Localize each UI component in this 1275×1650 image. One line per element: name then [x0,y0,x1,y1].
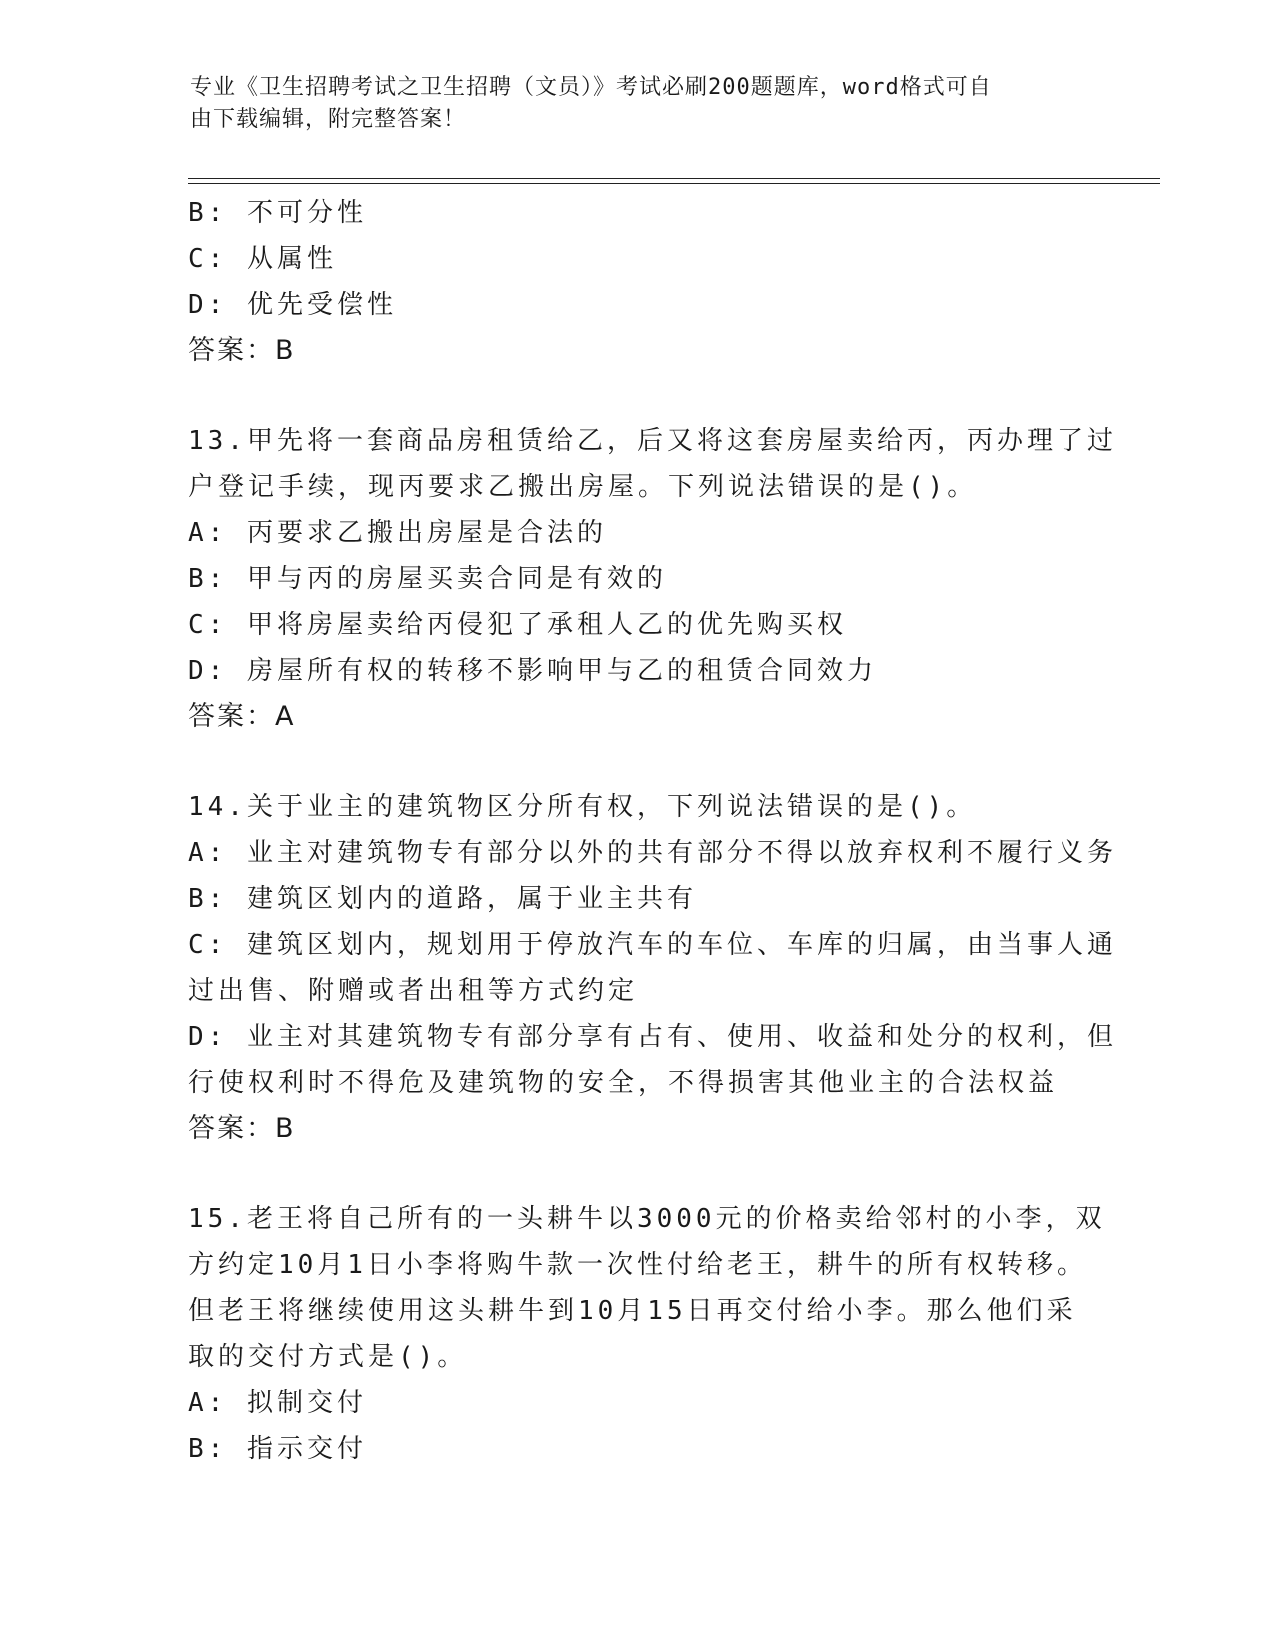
question-13-answer: 答案：A [188,701,296,732]
question-12-option-b: B: 不可分性 [188,198,367,228]
document-header [190,72,1090,136]
question-14-option-c-line-1: C: 建筑区划内，规划用于停放汽车的车位、车库的归属，由当事人通 [188,930,1117,960]
question-14-option-d-line-2: 行使权利时不得危及建筑物的安全，不得损害其他业主的合法权益 [188,1068,1059,1098]
question-14-option-a: A: 业主对建筑物专有部分以外的共有部分不得以放弃权利不履行义务 [188,838,1117,868]
header-divider-bottom [188,183,1160,184]
question-13-option-b: B: 甲与丙的房屋买卖合同是有效的 [188,564,667,594]
header-divider-top [188,178,1160,179]
question-13-option-a: A: 丙要求乙搬出房屋是合法的 [188,518,607,548]
question-14-answer: 答案：B [188,1113,296,1144]
spacer [188,1152,1088,1196]
question-15-stem-line-4: 取的交付方式是()。 [188,1342,468,1372]
question-15-stem-line-1: 15.老王将自己所有的一头耕牛以3000元的价格卖给邻村的小李，双 [188,1204,1106,1234]
question-13-stem-line-2: 户登记手续，现丙要求乙搬出房屋。下列说法错误的是()。 [188,472,978,502]
question-14-option-c-line-2: 过出售、附赠或者出租等方式约定 [188,976,639,1006]
question-13 [188,418,1117,740]
question-13-stem-line-1: 13.甲先将一套商品房租赁给乙，后又将这套房屋卖给丙，丙办理了过 [188,426,1117,456]
question-13-option-d: D: 房屋所有权的转移不影响甲与乙的租赁合同效力 [188,656,877,686]
question-list [188,190,1117,1472]
question-15-option-a: A: 拟制交付 [188,1388,367,1418]
spacer [188,740,1088,784]
question-15 [188,1196,1106,1472]
question-12-option-d: D: 优先受偿性 [188,290,397,320]
question-12-answer: 答案：B [188,335,296,366]
question-15-option-b: B: 指示交付 [188,1434,367,1464]
question-12-option-c: C: 从属性 [188,244,337,274]
question-14-option-b: B: 建筑区划内的道路，属于业主共有 [188,884,697,914]
question-15-stem-line-2: 方约定10月1日小李将购牛款一次性付给老王，耕牛的所有权转移。 [188,1250,1087,1280]
question-13-option-c: C: 甲将房屋卖给丙侵犯了承租人乙的优先购买权 [188,610,847,640]
spacer [188,374,1088,418]
header-line-2: 由下载编辑，附完整答案！ [190,107,467,132]
header-line-1: 专业《卫生招聘考试之卫生招聘（文员）》考试必刷200题题库，word格式可自 [190,75,992,100]
question-12 [188,190,1088,374]
question-14 [188,784,1117,1152]
question-15-stem-line-3: 但老王将继续使用这头耕牛到10月15日再交付给小李。那么他们采 [188,1296,1077,1326]
question-14-stem: 14.关于业主的建筑物区分所有权，下列说法错误的是()。 [188,792,977,822]
question-14-option-d-line-1: D: 业主对其建筑物专有部分享有占有、使用、收益和处分的权利，但 [188,1022,1117,1052]
